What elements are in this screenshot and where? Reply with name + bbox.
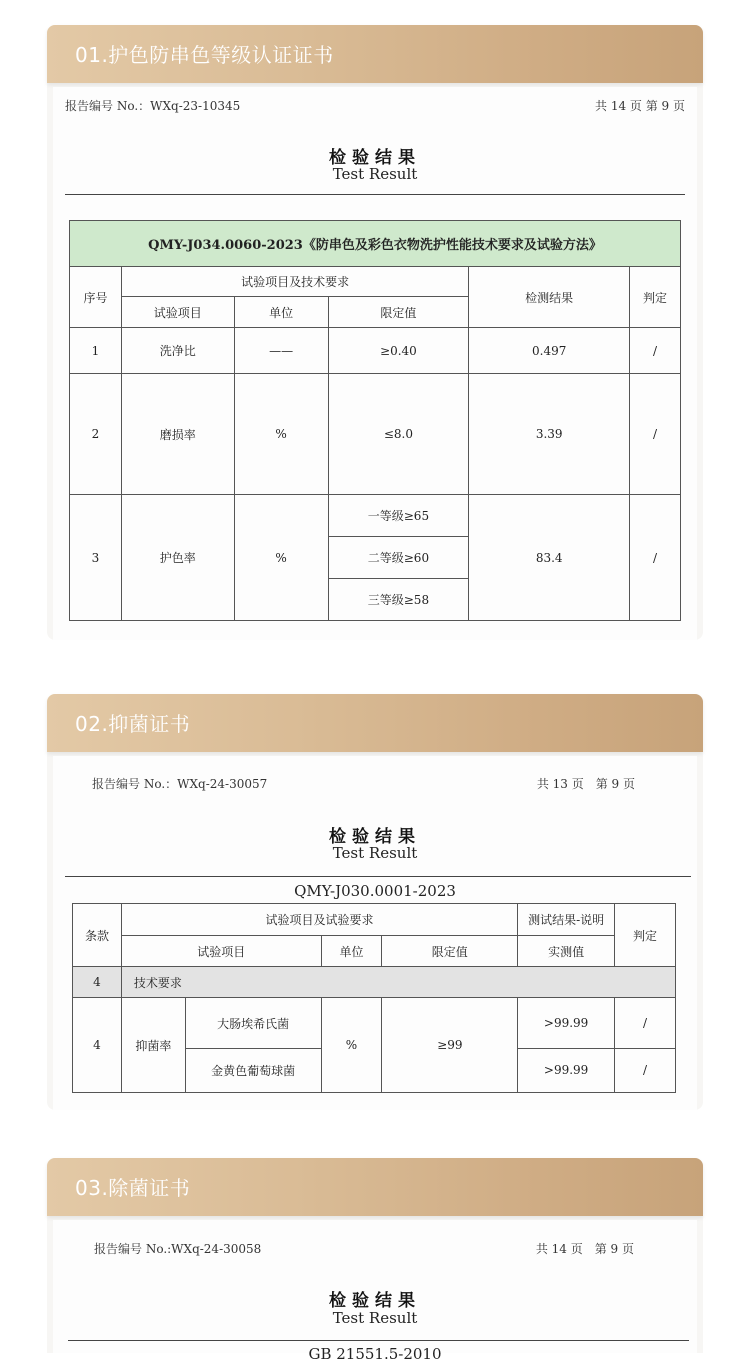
row-seq: 3 [70, 495, 122, 621]
row-unit: —— [234, 328, 328, 374]
heading-cn: 检验结果 [329, 148, 421, 168]
row-item: 磨损率 [121, 374, 234, 495]
header-item: 试验项目 [121, 297, 234, 328]
tech-requirement-row [73, 967, 676, 998]
row-item: 抑菌率 [121, 998, 185, 1093]
row-limit: ≤8.0 [328, 374, 469, 495]
row-judge: / [615, 1048, 676, 1092]
page-count: 共 14 页 第 9 页 [535, 1242, 634, 1256]
heading-en: Test Result [332, 165, 418, 183]
header-seq: 序号 [70, 267, 122, 328]
standard-name: QMY-J034.0060-2023《防串色及彩色衣物洗护性能技术要求及试验方法》 [70, 221, 681, 267]
header-measured: 实测值 [518, 936, 615, 967]
test-result-table [69, 220, 681, 621]
table-row [70, 374, 681, 495]
header-limit: 限定值 [382, 936, 518, 967]
certificate-document [53, 87, 697, 640]
report-number: 报告编号 No.:WXq-24-30058 [94, 1242, 262, 1256]
header-result: 检测结果 [469, 267, 630, 328]
row-result: 3.39 [469, 374, 630, 495]
section-header-band [47, 25, 703, 83]
row-value: >99.99 [518, 1048, 615, 1092]
row-seq: 2 [70, 374, 122, 495]
header-limit: 限定值 [328, 297, 469, 328]
row-value: >99.99 [518, 998, 615, 1048]
row-unit: % [321, 998, 382, 1093]
section-title: 03.除菌证书 [75, 1176, 191, 1200]
header-subrow [73, 936, 676, 967]
test-result-table [72, 903, 676, 1093]
row-subitem: 金黄色葡萄球菌 [185, 1048, 321, 1092]
certificate-section-1 [47, 25, 703, 640]
header-group: 试验项目及试验要求 [121, 904, 517, 936]
certificate-document [53, 756, 697, 1110]
row-limit: ≥0.40 [328, 328, 469, 374]
row-limit-grade-2: 二等级≥60 [328, 537, 469, 579]
header-judge: 判定 [615, 904, 676, 967]
report-number: 报告编号 No.：WXq-24-30057 [92, 777, 268, 791]
header-row [73, 904, 676, 936]
header-judge: 判定 [630, 267, 681, 328]
row-limit-grade-3: 三等级≥58 [328, 579, 469, 621]
table-row [70, 495, 681, 537]
page-count: 共 14 页 第 9 页 [595, 99, 685, 113]
divider-line [68, 1340, 689, 1341]
report-number: 报告编号 No.：WXq-23-10345 [65, 99, 241, 113]
header-group: 试验项目及技术要求 [121, 267, 468, 297]
row-seq: 1 [70, 328, 122, 374]
section-title: 01.护色防串色等级认证证书 [75, 43, 334, 67]
row-judge: / [630, 328, 681, 374]
standard-name-partial: GB 21551.5-2010 [308, 1345, 442, 1363]
section-title: 02.抑菌证书 [75, 712, 191, 736]
heading-en: Test Result [332, 844, 418, 862]
row-judge: / [630, 495, 681, 621]
standard-name: QMY-J030.0001-2023 [294, 882, 456, 900]
heading-cn: 检验结果 [329, 1291, 421, 1311]
certificate-section-3 [47, 1158, 703, 1363]
standard-row [70, 221, 681, 267]
heading-en: Test Result [332, 1309, 418, 1327]
row-unit: % [234, 374, 328, 495]
table-row [73, 998, 676, 1048]
row-unit: % [234, 495, 328, 621]
row-subitem: 大肠埃希氏菌 [185, 998, 321, 1048]
certificate-section-2 [47, 694, 703, 1110]
row-item: 护色率 [121, 495, 234, 621]
row-clause: 4 [73, 967, 122, 998]
row-result: 0.497 [469, 328, 630, 374]
divider-line [65, 876, 691, 877]
row-clause: 4 [73, 998, 122, 1093]
row-result: 83.4 [469, 495, 630, 621]
row-item: 洗净比 [121, 328, 234, 374]
row-judge: / [630, 374, 681, 495]
header-row [70, 267, 681, 297]
row-limit-grade-1: 一等级≥65 [328, 495, 469, 537]
heading-cn: 检验结果 [329, 827, 421, 847]
table-row [70, 328, 681, 374]
header-clause: 条款 [73, 904, 122, 967]
page-count: 共 13 页 第 9 页 [536, 777, 635, 791]
header-unit: 单位 [234, 297, 328, 328]
row-judge: / [615, 998, 676, 1048]
row-limit: ≥99 [382, 998, 518, 1093]
header-item: 试验项目 [121, 936, 321, 967]
divider-line [65, 194, 685, 195]
header-result-group: 测试结果-说明 [518, 904, 615, 936]
header-unit: 单位 [321, 936, 382, 967]
section-header-band [47, 694, 703, 752]
section-header-band [47, 1158, 703, 1216]
row-label: 技术要求 [121, 967, 675, 998]
certificate-document [53, 1220, 697, 1363]
